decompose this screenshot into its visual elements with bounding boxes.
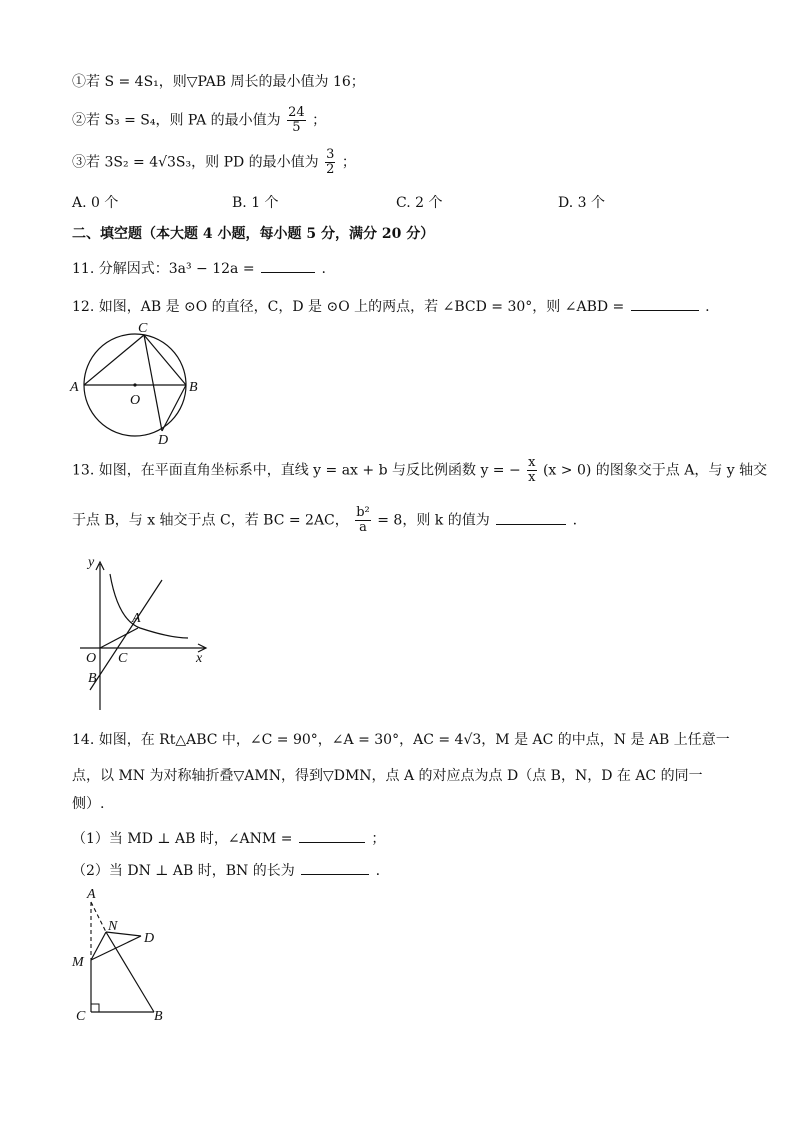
answer-blank [301,860,369,875]
question-12-end: . [705,299,710,315]
statement-3-text: ③若 3S₂ = 4√3S₃，则 PD 的最小值为 [72,154,319,171]
question-13-line-2 [72,506,577,535]
label-d: D [158,433,169,448]
statement-2-end: ； [312,112,327,129]
label-c: C [118,651,128,666]
segment-ac [84,335,144,385]
label-b: B [189,380,198,395]
fraction-numerator: x [528,455,536,470]
label-d: D [144,931,155,946]
question-13-text: 13. 如图，在平面直角坐标系中，直线 y = ax + b 与反比例函数 y = − [72,462,521,479]
figure-13-coordinate-diagram [80,550,220,718]
label-o: O [130,393,141,408]
statement-3-end: ； [341,154,356,171]
answer-blank [631,296,699,311]
fraction-numerator: 3 [326,147,335,162]
label-x: x [196,651,203,666]
statement-3-fraction [325,148,335,177]
statement-1: ①若 S = 4S₁，则▽PAB 周长的最小值为 16； [72,74,365,90]
figure-14-triangle-diagram [66,884,186,1032]
option-c: C. 2 个 [396,195,443,211]
fraction-numerator: 24 [288,105,305,120]
question-13-text-2: 于点 B，与 x 轴交于点 C，若 BC = 2AC， [72,512,349,529]
dashed-segment-an [91,902,106,932]
fraction-denominator: x [528,470,536,485]
segment-md [91,936,141,960]
question-14-sub-2 [72,860,380,881]
fraction-denominator: 5 [292,120,301,135]
answer-blank [496,510,566,525]
answer-blank [299,828,365,843]
question-11-text: 11. 分解因式：3a³ − 12a = [72,261,255,277]
line-ab [90,580,162,690]
sub-2-end: . [375,863,381,879]
question-11 [72,258,326,279]
sub-2-text: （2）当 DN ⊥ AB 时，BN 的长为 [72,863,295,879]
question-11-end: . [321,261,326,277]
label-a: A [87,887,96,902]
statement-2-fraction [287,106,306,135]
label-a: A [70,380,79,395]
question-13-fraction-2 [355,506,371,535]
question-14-line-3: 侧）. [72,796,105,812]
label-y: y [88,555,95,570]
question-14-sub-1 [72,828,385,849]
segment-cd [144,335,162,431]
label-c: C [138,321,148,336]
statement-2-text: ②若 S₃ = S₄，则 PA 的最小值为 [72,112,281,129]
label-a: A [132,611,141,626]
segment-bd [162,385,186,431]
label-m: M [72,955,84,970]
answer-blank [261,258,315,273]
label-n: N [108,919,118,934]
question-13-line-1 [72,456,767,485]
label-b: B [154,1009,163,1024]
fraction-numerator: b² [356,505,370,520]
label-b: B [88,671,97,686]
figure-12-circle-diagram [66,318,216,448]
center-point [133,383,136,386]
statement-2 [72,106,326,135]
option-d: D. 3 个 [558,195,605,211]
sub-1-text: （1）当 MD ⊥ AB 时，∠ANM = [72,831,293,847]
right-angle-mark [91,1004,99,1012]
question-14-line-1: 14. 如图，在 Rt△ABC 中，∠C = 90°，∠A = 30°，AC = 4√3，M 是 AC 的中点，N 是 AB 上任意一 [72,732,730,748]
question-13-fraction [527,456,536,485]
question-12-text: 12. 如图，AB 是 ⊙O 的直径，C，D 是 ⊙O 上的两点，若 ∠BCD = 30°，则 ∠ABD = [72,299,625,315]
fraction-denominator: a [359,520,367,535]
label-c: C [76,1009,86,1024]
question-14-line-2: 点，以 MN 为对称轴折叠▽AMN，得到▽DMN，点 A 的对应点为点 D（点 B，N，D 在 AC 的同一 [72,768,703,784]
option-a: A. 0 个 [72,195,119,211]
option-b: B. 1 个 [232,195,279,211]
fraction-denominator: 2 [326,162,335,177]
question-13-text-3: = 8，则 k 的值为 [377,512,490,529]
hyperbola-curve [110,574,188,638]
statement-3 [72,148,356,177]
question-13-text-cont: (x > 0) 的图象交于点 A，与 y 轴交 [542,462,768,479]
question-13-end: . [572,512,578,529]
label-o: O [86,651,97,666]
sub-1-end: ； [371,831,386,847]
question-12 [72,296,710,317]
section-heading: 二、填空题（本大题 4 小题，每小题 5 分，满分 20 分） [72,226,435,242]
